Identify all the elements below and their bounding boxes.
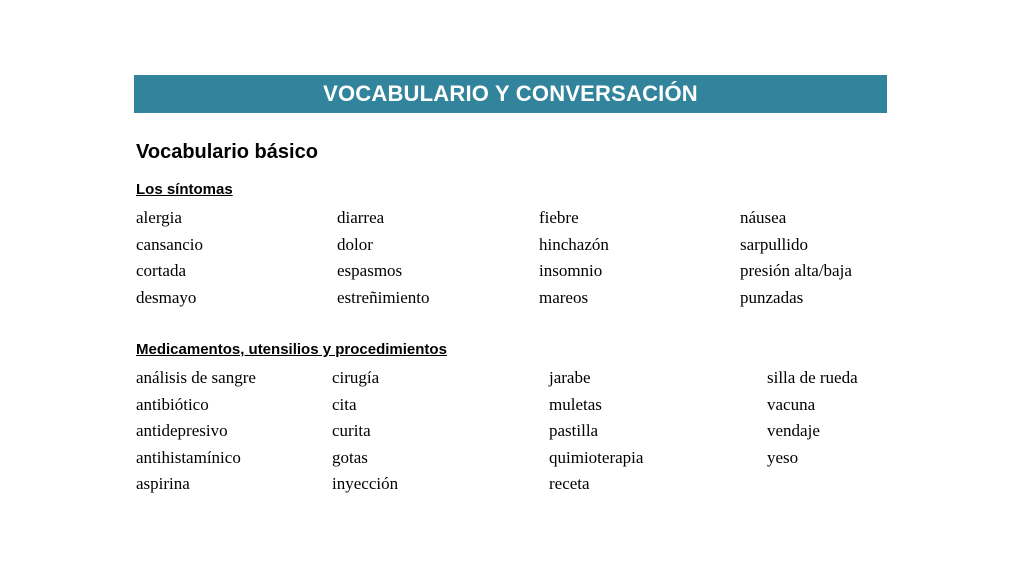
medications-column-1	[136, 367, 256, 500]
vocab-word: presión alta/baja	[740, 261, 852, 280]
vocab-word: cansancio	[136, 234, 204, 254]
vocab-word: desmayo	[136, 287, 197, 307]
vocab-word: receta	[549, 474, 590, 493]
section-heading: Vocabulario básico	[136, 141, 318, 163]
vocab-word: cortada	[136, 261, 187, 280]
medications-column-3	[549, 367, 643, 500]
medications-subheading: Medicamentos, utensilios y procedimientos	[136, 341, 447, 358]
vocab-word: aspirina	[136, 474, 190, 493]
medications-column-4	[767, 367, 858, 473]
vocab-word: fiebre	[539, 208, 579, 227]
vocab-word: dolor	[337, 234, 373, 254]
vocab-word: punzadas	[740, 287, 804, 307]
page-title-banner: VOCABULARIO Y CONVERSACIÓN	[134, 75, 887, 113]
vocab-word: estreñimiento	[337, 287, 430, 307]
vocab-word: alergia	[136, 208, 182, 227]
symptoms-column-1	[136, 207, 203, 313]
vocab-word: cita	[332, 394, 357, 414]
vocab-word: antibiótico	[136, 394, 209, 414]
vocab-word: cirugía	[332, 368, 380, 387]
vocab-word: diarrea	[337, 208, 385, 227]
vocab-word: antihistamínico	[136, 447, 241, 467]
vocab-word: curita	[332, 421, 371, 440]
vocab-word: inyección	[332, 474, 399, 493]
vocab-word: pastilla	[549, 421, 599, 440]
symptoms-column-2	[337, 207, 430, 313]
symptoms-column-4	[740, 207, 852, 313]
vocab-word: quimioterapia	[549, 447, 644, 467]
vocab-word: muletas	[549, 394, 602, 414]
vocab-word: silla de rueda	[767, 368, 858, 387]
vocab-word: insomnio	[539, 261, 603, 280]
vocab-word: mareos	[539, 287, 589, 307]
vocab-word: vendaje	[767, 421, 820, 440]
vocab-word: antidepresivo	[136, 421, 228, 440]
vocab-word: yeso	[767, 447, 799, 467]
vocab-word: jarabe	[549, 368, 591, 387]
vocab-word: vacuna	[767, 394, 816, 414]
medications-column-2	[332, 367, 398, 500]
vocab-word: gotas	[332, 447, 368, 467]
vocab-word: sarpullido	[740, 234, 808, 254]
vocab-word: espasmos	[337, 261, 403, 280]
symptoms-subheading: Los síntomas	[136, 181, 233, 198]
vocab-word: hinchazón	[539, 234, 609, 254]
symptoms-column-3	[539, 207, 609, 313]
vocab-word: náusea	[740, 208, 787, 227]
vocab-word: análisis de sangre	[136, 368, 256, 387]
